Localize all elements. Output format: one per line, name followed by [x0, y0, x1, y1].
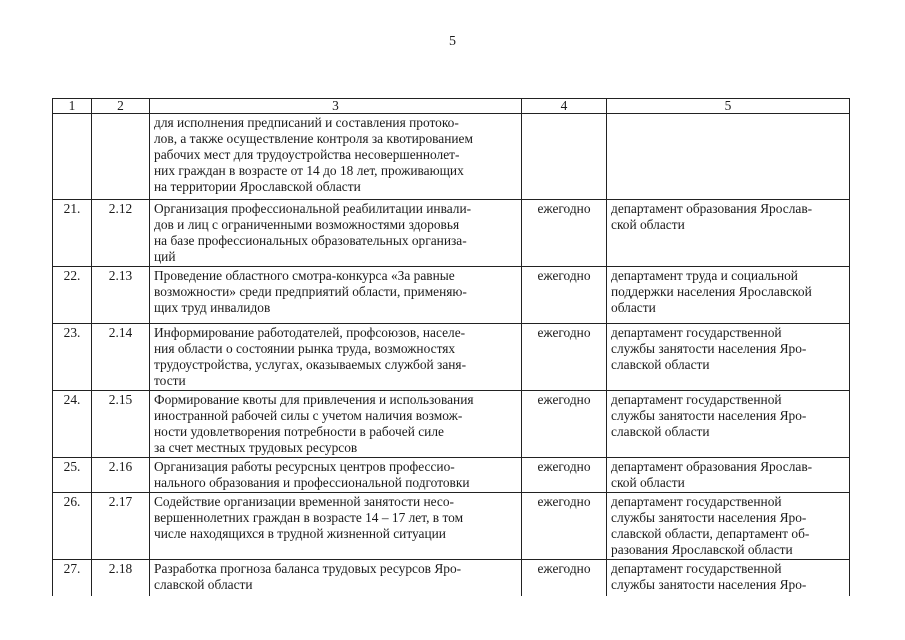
- row-number-cell: 26.: [53, 493, 92, 560]
- item-code-cell: 2.13: [92, 267, 150, 324]
- activity-cell: для исполнения предписаний и составления протоко- лов, а также осуществление контроля за квотированием рабочих мест для трудоустройства несовершеннолет- них граждан в возрасте от 14 до 18 лет, проживающих на территории Ярославской области: [150, 114, 522, 200]
- responsible-cell: департамент образования Ярослав- ской области: [607, 200, 850, 267]
- responsible-cell: [607, 114, 850, 200]
- activity-cell: Организация работы ресурсных центров профессио- нального образования и профессиональной подготовки: [150, 458, 522, 493]
- responsible-cell: департамент образования Ярослав- ской области: [607, 458, 850, 493]
- item-code-cell: 2.16: [92, 458, 150, 493]
- column-header: 5: [607, 99, 850, 114]
- column-header: 4: [522, 99, 607, 114]
- table-row: [53, 267, 850, 324]
- item-code-cell: [92, 114, 150, 200]
- activity-cell: Разработка прогноза баланса трудовых ресурсов Яро- славской области: [150, 560, 522, 596]
- column-header: 2: [92, 99, 150, 114]
- table-row: [53, 200, 850, 267]
- table-row: [53, 560, 850, 596]
- table-header-row: [53, 99, 850, 114]
- activity-cell: Информирование работодателей, профсоюзов, населе- ния области о состоянии рынка труда, возможностях трудоустройства, услугах, оказываемых службой заня- тости: [150, 324, 522, 391]
- activity-cell: Проведение областного смотра-конкурса «За равные возможности» среди предприятий области, применяю- щих труд инвалидов: [150, 267, 522, 324]
- row-number-cell: 23.: [53, 324, 92, 391]
- item-code-cell: 2.14: [92, 324, 150, 391]
- row-number-cell: 22.: [53, 267, 92, 324]
- table-row: [53, 458, 850, 493]
- table-row: [53, 324, 850, 391]
- column-header: 1: [53, 99, 92, 114]
- activity-cell: Формирование квоты для привлечения и использования иностранной рабочей силы с учетом наличия возмож- ности удовлетворения потребности в рабочей силе за счет местных трудовых ресурсов: [150, 391, 522, 458]
- responsible-cell: департамент государственной службы занятости населения Яро-: [607, 560, 850, 596]
- period-cell: ежегодно: [522, 391, 607, 458]
- table-row: [53, 493, 850, 560]
- row-number-cell: 24.: [53, 391, 92, 458]
- period-cell: ежегодно: [522, 560, 607, 596]
- table-row-continuation: [53, 114, 850, 200]
- table-row: [53, 391, 850, 458]
- item-code-cell: 2.15: [92, 391, 150, 458]
- page-number: 5: [449, 34, 456, 49]
- period-cell: ежегодно: [522, 267, 607, 324]
- item-code-cell: 2.17: [92, 493, 150, 560]
- activity-cell: Организация профессиональной реабилитации инвали- дов и лиц с ограниченными возможностями здоровья на базе профессиональных образовательных организа- ций: [150, 200, 522, 267]
- responsible-cell: департамент труда и социальной поддержки населения Ярославской области: [607, 267, 850, 324]
- responsible-cell: департамент государственной службы занятости населения Яро- славской области, департамент об- разования Ярославской области: [607, 493, 850, 560]
- period-cell: ежегодно: [522, 493, 607, 560]
- column-header: 3: [150, 99, 522, 114]
- row-number-cell: 25.: [53, 458, 92, 493]
- period-cell: ежегодно: [522, 324, 607, 391]
- period-cell: [522, 114, 607, 200]
- responsible-cell: департамент государственной службы занятости населения Яро- славской области: [607, 391, 850, 458]
- row-number-cell: 21.: [53, 200, 92, 267]
- responsible-cell: департамент государственной службы занятости населения Яро- славской области: [607, 324, 850, 391]
- item-code-cell: 2.18: [92, 560, 150, 596]
- row-number-cell: [53, 114, 92, 200]
- activity-cell: Содействие организации временной занятости несо- вершеннолетних граждан в возрасте 14 – 17 лет, в том числе находящихся в трудной жизненной ситуации: [150, 493, 522, 560]
- row-number-cell: 27.: [53, 560, 92, 596]
- period-cell: ежегодно: [522, 458, 607, 493]
- activity-table: [52, 98, 850, 596]
- period-cell: ежегодно: [522, 200, 607, 267]
- item-code-cell: 2.12: [92, 200, 150, 267]
